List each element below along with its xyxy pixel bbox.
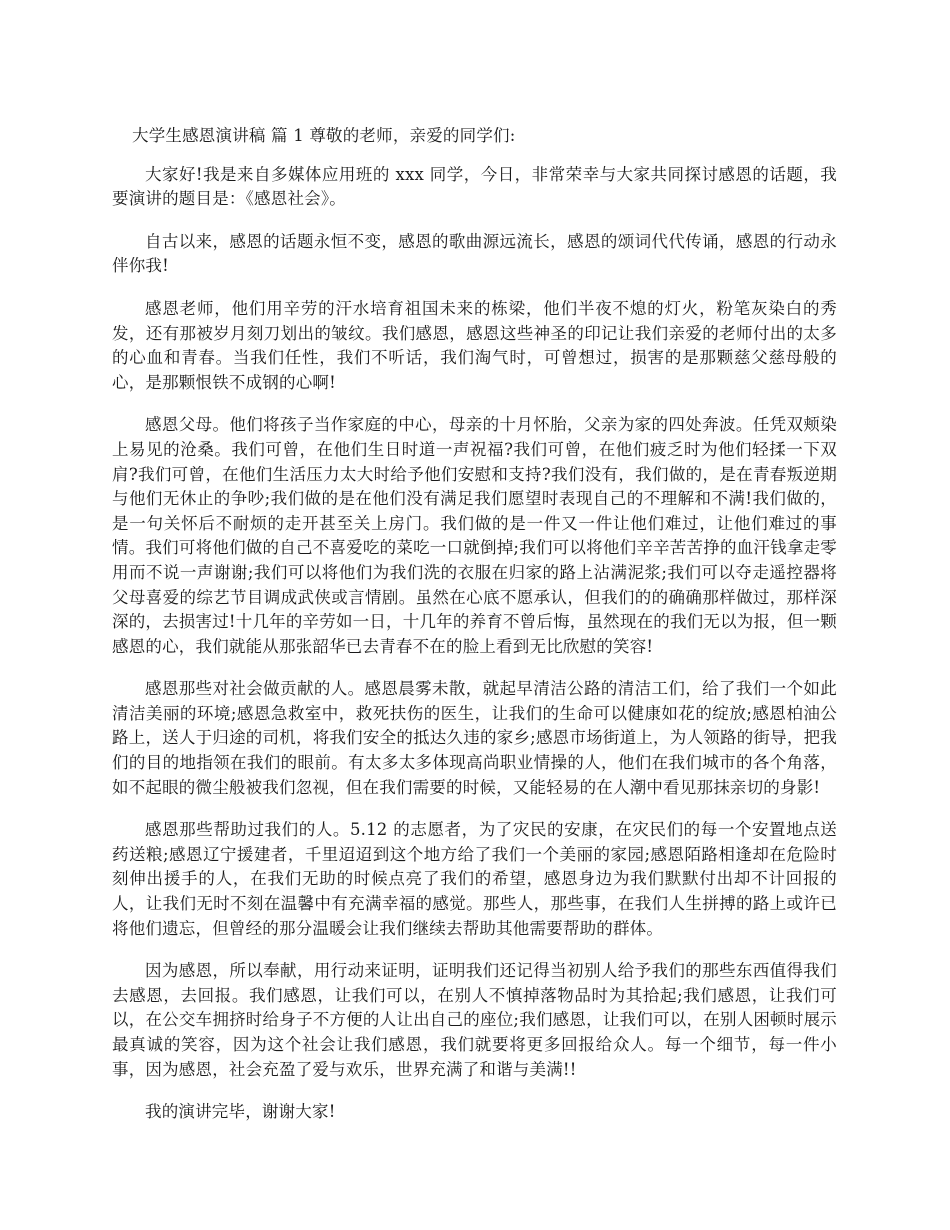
paragraph-dedication: 因为感恩，所以奉献，用行动来证明，证明我们还记得当初别人给予我们的那些东西值得我们去感恩，去回报。我们感恩，让我们可以，在别人不慎掉落物品时为其拾起;我们感恩，让我们可以，在公交车拥挤时给身子不方便的人让出自己的座位;我们感恩，让我们可以，在别人困顿时展示最真诚的笑容，因为这个社会让我们感恩，我们就要将更多回报给众人。每一个细节，每一件小事，因为感恩，社会充盈了爱与欢乐，世界充满了和谐与美满!! xyxy=(112,961,837,1079)
paragraph-parents: 感恩父母。他们将孩子当作家庭的中心，母亲的十月怀胎，父亲为家的四处奔波。任凭双颊染上易见的沧桑。我们可曾，在他们生日时道一声祝福?我们可曾，在他们疲乏时为他们轻揉一下双肩?我们可曾，在他们生活压力太大时给予他们安慰和支持?我们没有，我们做的，是在青春叛逆期与他们无休止的争吵;我们做的是在他们没有满足我们愿望时表现自己的不理解和不满!我们做的，是一句关怀后不耐烦的走开甚至关上房门。我们做的是一件又一件让他们难过，让他们难过的事情。我们可将他们做的自己不喜爱吃的菜吃一口就倒掉;我们可以将他们辛辛苦苦挣的血汗钱拿走零用而不说一声谢谢;我们可以将他们为我们洗的衣服在归家的路上沾满泥浆;我们可以夺走遥控器将父母喜爱的综艺节目调成武侠或言情剧。虽然在心底不愿承认，但我们的的确确那样做过，那样深深的，去损害过!十几年的辛劳如一日，十几年的养育不曾后悔，虽然现在的我们无以为报，但一颗感恩的心，我们就能从那张韶华已去青春不在的脸上看到无比欣慰的笑容! xyxy=(112,415,837,656)
paragraph-helpers: 感恩那些帮助过我们的人。5.12 的志愿者，为了灾民的安康，在灾民们的每一个安置地点送药送粮;感恩辽宁援建者，千里迢迢到这个地方给了我们一个美丽的家园;感恩陌路相逢却在危险时刻伸出援手的人，在我们无助的时候点亮了我们的希望，感恩身边为我们默默付出却不计回报的人，让我们无时不刻在温馨中有充满幸福的感觉。那些人，那些事，在我们人生拼搏的路上或许已将他们遗忘，但曾经的那分温暖会让我们继续去帮助其他需要帮助的群体。 xyxy=(112,820,837,938)
paragraph-society-contributors: 感恩那些对社会做贡献的人。感恩晨雾未散，就起早清洁公路的清洁工们，给了我们一个如此清洁美丽的环境;感恩急救室中，救死扶伤的医生，让我们的生命可以健康如花的绽放;感恩柏油公路上，送人于归途的司机，将我们安全的抵达久违的家乡;感恩市场街道上，为人领路的街导，把我们的目的地指领在我们的眼前。有太多太多体现高尚职业情操的人，他们在我们城市的各个角落，如不起眼的微尘般被我们忽视，但在我们需要的时候，又能轻易的在人潮中看见那抹亲切的身影! xyxy=(112,679,837,797)
document-body xyxy=(112,124,837,1143)
paragraph-closing: 我的演讲完毕，谢谢大家! xyxy=(145,1102,336,1122)
document-heading-line: 大学生感恩演讲稿 篇 1 尊敬的老师，亲爱的同学们: xyxy=(132,126,516,145)
paragraph-intro: 自古以来，感恩的话题永恒不变，感恩的歌曲源远流长，感恩的颂词代代传诵，感恩的行动永伴你我! xyxy=(112,231,837,276)
paragraph-greeting: 大家好!我是来自多媒体应用班的 xxx 同学，今日，非常荣幸与大家共同探讨感恩的话题，我要演讲的题目是：《感恩社会》。 xyxy=(112,164,837,209)
paragraph-teachers: 感恩老师，他们用辛劳的汗水培育祖国未来的栋梁，他们半夜不熄的灯火，粉笔灰染白的秀发，还有那被岁月刻刀划出的皱纹。我们感恩，感恩这些神圣的印记让我们亲爱的老师付出的太多的心血和青春。当我们任性，我们不听话，我们淘气时，可曾想过，损害的是那颗慈父慈母般的心，是那颗恨铁不成钢的心啊! xyxy=(112,298,837,392)
